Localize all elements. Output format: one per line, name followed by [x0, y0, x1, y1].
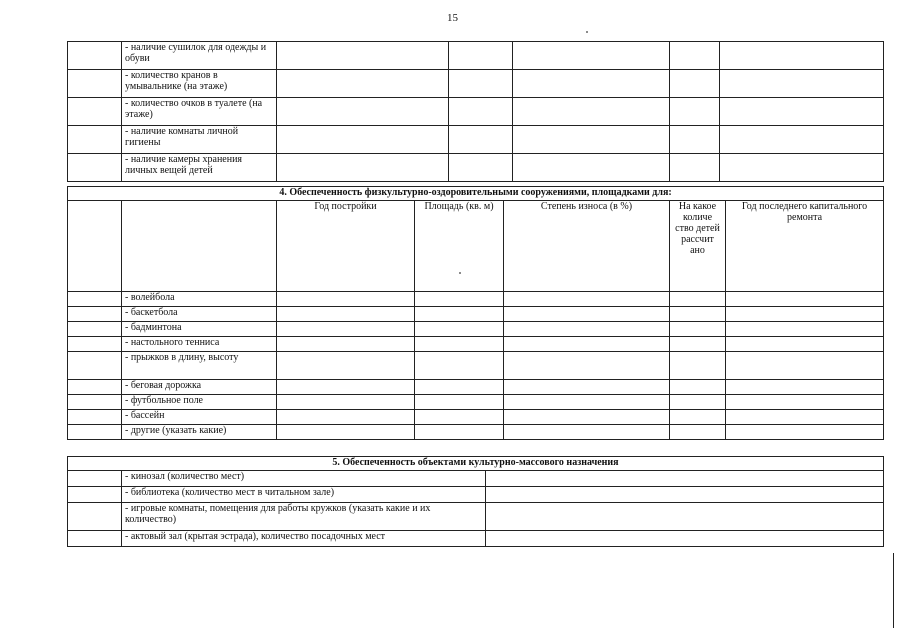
row-label: - количество кранов в умывальнике (на этаже) [122, 70, 277, 98]
section-4-title: 4. Обеспеченность физкультурно-оздоровительными сооружениями, площадками для: [68, 187, 884, 201]
col-header-year-built: Год постройки [277, 201, 415, 292]
row-label: - бассейн [122, 410, 277, 425]
table-row [68, 126, 884, 154]
scan-speck [459, 272, 461, 274]
col-header-area: Площадь (кв. м) [415, 201, 504, 292]
col-header-capacity: На какое количе ство детей рассчит ано [670, 201, 726, 292]
table-row [68, 531, 884, 547]
row-label: - библиотека (количество мест в читальном зале) [122, 487, 486, 503]
row-label: - прыжков в длину, высоту [122, 352, 277, 380]
row-label: - волейбола [122, 292, 277, 307]
scan-speck [586, 31, 588, 33]
table-row [68, 322, 884, 337]
row-label: - баскетбола [122, 307, 277, 322]
row-label: - бадминтона [122, 322, 277, 337]
row-label: - игровые комнаты, помещения для работы кружков (указать какие и их количество) [122, 503, 486, 531]
table-row [68, 487, 884, 503]
col-header-last-repair: Год последнего капитального ремонта [726, 201, 884, 292]
table-row [68, 98, 884, 126]
cultural-facilities-table [67, 456, 884, 547]
table-row [68, 395, 884, 410]
table-row [68, 352, 884, 380]
row-label: - наличие сушилок для одежды и обуви [122, 42, 277, 70]
table-row [68, 292, 884, 307]
table-row [68, 471, 884, 487]
table-row [68, 337, 884, 352]
sports-facilities-table [67, 186, 884, 440]
table-row [68, 410, 884, 425]
row-label: - наличие комнаты личной гигиены [122, 126, 277, 154]
dormitory-facilities-table [67, 41, 884, 182]
table-row [68, 503, 884, 531]
table-row [68, 70, 884, 98]
row-label: - беговая дорожка [122, 380, 277, 395]
row-label: - количество очков в туалете (на этаже) [122, 98, 277, 126]
row-label: - футбольное поле [122, 395, 277, 410]
table-row [68, 425, 884, 440]
row-label: - настольного тенниса [122, 337, 277, 352]
section-5-title: 5. Обеспеченность объектами культурно-массового назначения [68, 457, 884, 471]
page-number: 15 [447, 12, 458, 24]
page-edge-line [893, 553, 894, 628]
row-label: - другие (указать какие) [122, 425, 277, 440]
table-row [68, 154, 884, 182]
table-row [68, 307, 884, 322]
table-row [68, 380, 884, 395]
row-label: - кинозал (количество мест) [122, 471, 486, 487]
table-row [68, 42, 884, 70]
col-header-wear: Степень износа (в %) [504, 201, 670, 292]
row-label: - актовый зал (крытая эстрада), количество посадочных мест [122, 531, 486, 547]
row-label: - наличие камеры хранения личных вещей детей [122, 154, 277, 182]
header-row [68, 201, 884, 292]
